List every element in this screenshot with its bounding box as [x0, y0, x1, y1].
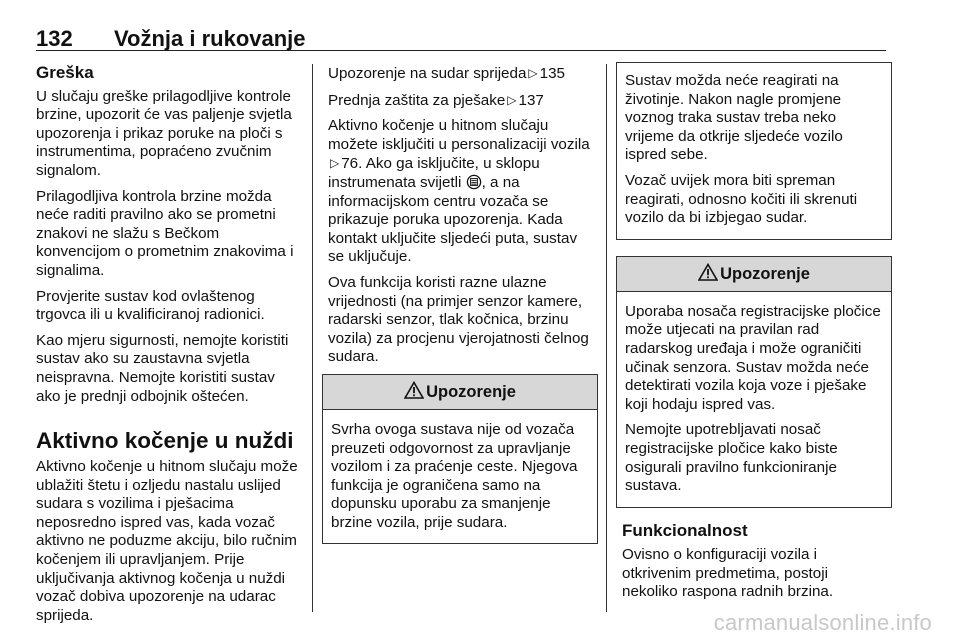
paragraph: Prilagodljiva kontrola brzine možda neće raditi pravilno ako se prometni znakovi ne slažu s Bečkom konvencijom o prometnim znakovima i signalima.: [36, 187, 294, 279]
warning-body: [617, 63, 891, 239]
paragraph-text: . Ako ga isključite, u sklopu instrumenata svijetli: [328, 155, 540, 191]
warning-text: Vozač uvijek mora biti spreman reagirati, odnosno kočiti ili skrenuti vozilo da bi izbjegao sudar.: [625, 171, 858, 227]
paragraph: U slučaju greške prilagodljive kontrole brzine, upozorit će vas paljenje svjetla upozorenja i prikaz poruke na ploči s instrumentima, popraćeno zvučnim signalom.: [36, 87, 292, 179]
page-number: 132: [36, 26, 73, 51]
warning-triangle-icon: [404, 381, 424, 399]
warning-body: [323, 410, 597, 544]
reference-text: Upozorenje na sudar sprijeda: [328, 65, 527, 82]
watermark: carmanualsonline.info: [713, 610, 932, 635]
page-header: [36, 22, 886, 51]
warning-title: Upozorenje: [720, 264, 810, 283]
paragraph-text: Aktivno kočenje u hitnom slučaju možete isključiti u personalizaciji vozila: [328, 117, 590, 153]
warning-header: [323, 375, 597, 410]
page-ref-arrow-icon: ▷: [330, 156, 340, 171]
column-3: [622, 64, 886, 609]
reference-text: Prednja zaštita za pješake: [328, 91, 506, 109]
paragraph: Provjerite sustav kod ovlaštenog trgovca ili u kvalificiranoj radionici.: [36, 287, 265, 324]
warning-text: Svrha ovoga sustava nije od vozača preuzeti odgovornost za upravljanje vozilom i za praćenje ceste. Njegova funkcija je ograničena samo na dopunsku uporabu za smanjenje brzine vozila, prije sudara.: [331, 420, 578, 531]
cross-reference[interactable]: [328, 91, 592, 111]
column-divider: [606, 64, 607, 612]
column-divider: [312, 64, 313, 612]
column-2: [328, 64, 592, 554]
warning-box: [322, 374, 598, 545]
section-heading-functionality: Funkcionalnost: [622, 520, 748, 540]
warning-text: Uporaba nosača registracijske pločice može utjecati na pravilan rad radarskog uređaja i može ograničiti učinak senzora. Sustav možda neće detektirati vozila koja voze i pješake koji hodaju ispred vas.: [625, 302, 881, 413]
warning-text: Sustav možda neće reagirati na životinje. Nakon nagle promjene voznog traka sustav treba neko vrijeme da otkrije sljedeće vozilo ispred sebe.: [625, 72, 843, 164]
warning-title: Upozorenje: [426, 382, 516, 401]
page-ref-arrow-icon: ▷: [507, 92, 517, 107]
section-heading-emergency-braking: Aktivno kočenje u nuždi: [36, 428, 294, 454]
page-title: Vožnja i rukovanje: [114, 26, 306, 51]
paragraph: Kao mjeru sigurnosti, nemojte koristiti sustav ako su zaustavna svjetla neispravna. Nemojte koristiti sustav ako je prednji odbojnik oštećen.: [36, 331, 289, 405]
section-heading-error: Greška: [36, 63, 94, 82]
reference-page: 135: [539, 65, 565, 82]
paragraph: [328, 117, 592, 267]
warning-header: [617, 257, 891, 292]
warning-text: Nemojte upotrebljavati nosač registracijske pločice kako biste osigurali pravilno funkcioniranje sustava.: [625, 421, 838, 495]
reference-page: 137: [518, 91, 544, 109]
cross-reference[interactable]: [328, 64, 592, 84]
page-ref-arrow-icon: ▷: [528, 66, 538, 80]
paragraph-text: , a na informacijskom centru vozača se prikazuje poruka upozorenja. Kada kontakt uključite sljedeći puta, sustav se uključuje.: [328, 173, 578, 266]
warning-body: [617, 292, 891, 507]
paragraph: Aktivno kočenje u hitnom slučaju može ublažiti štetu i ozljedu nastalu uslijed sudara s vozilima i pješacima neposredno ispred vas, kada vozač aktivno ne poduzme akciju, bilo ručnim kočenjem ili upravljanjem. Prije uključivanja aktivnog kočenja u nuždi vozač dobiva upozorenje na udarac sprijeda.: [36, 458, 298, 624]
paragraph: Ova funkcija koristi razne ulazne vrijednosti (na primjer senzor kamere, radarski senzor, tlak kočnica, brzinu vozila) za procjenu vjerojatnosti čelnog sudara.: [328, 273, 589, 366]
warning-lamp-icon: [466, 174, 482, 190]
column-1: [36, 64, 298, 632]
warning-box: [616, 256, 892, 508]
reference-page: 76: [341, 155, 359, 173]
warning-triangle-icon: [698, 263, 718, 281]
warning-box-continued: [616, 62, 892, 240]
paragraph: Ovisno o konfiguraciji vozila i otkrivenim predmetima, postoji nekoliko raspona radnih brzina.: [622, 546, 834, 601]
